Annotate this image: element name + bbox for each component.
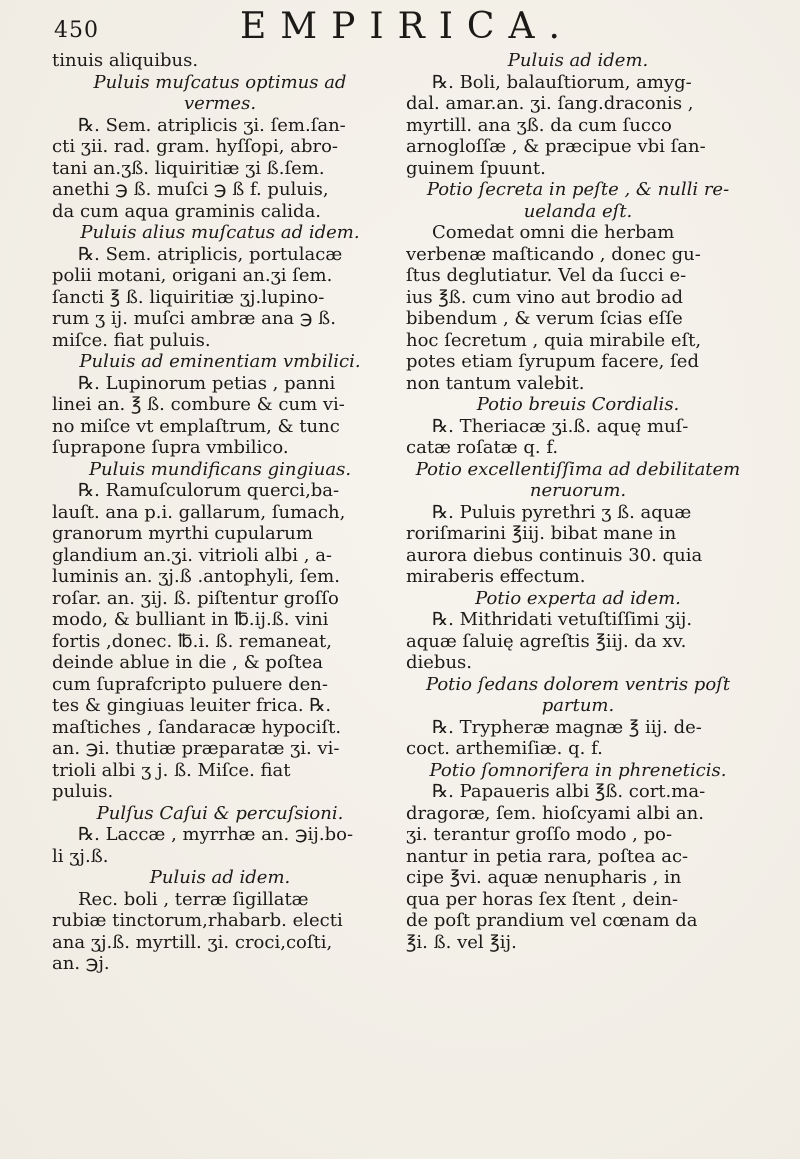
text-line: modo, & bulliant in ℔.ij.ß. vini bbox=[52, 609, 329, 630]
text-line: anethi ℈ ß. muſci ℈ ß f. puluis, bbox=[52, 179, 329, 200]
recipe-heading: Potio ſomnorifera in phreneticis. bbox=[429, 759, 727, 781]
text-line: ℞. Papaueris albi ℥ß. cort.ma- bbox=[432, 781, 706, 802]
text-line: li ʒj.ß. bbox=[52, 845, 109, 867]
text-line: ℞. Boli, balauſtiorum, amyg- bbox=[432, 71, 692, 93]
text-line: diebus. bbox=[406, 652, 473, 673]
recipe-heading: neruorum. bbox=[529, 480, 627, 501]
text-line: hoc ſecretum , quia mirabile eſt, bbox=[406, 329, 702, 351]
recipe-heading: vermes. bbox=[183, 93, 257, 114]
text-line: ℞. Mithridati vetuſtiſſimi ʒij. bbox=[432, 609, 693, 630]
text-line: miſce. fiat puluis. bbox=[52, 329, 211, 351]
text-line: ℞. Sem. atriplicis, portulacæ bbox=[78, 243, 343, 265]
text-line: puluis. bbox=[52, 781, 114, 802]
text-line: cipe ℥vi. aquæ nenupharis , in bbox=[406, 867, 682, 888]
text-line: trioli albi ʒ j. ß. Miſce. fiat bbox=[52, 759, 291, 781]
text-line: potes etiam ſyrupum facere, ſed bbox=[406, 351, 699, 372]
recipe-heading: uelanda eſt. bbox=[523, 200, 633, 222]
text-line: rubiæ tinctorum,rhabarb. electi bbox=[52, 910, 343, 931]
recipe-heading: Puluis ad idem. bbox=[507, 50, 649, 71]
text-line: Rec. boli , terræ ſigillatæ bbox=[78, 888, 309, 910]
text-line: polii motani, origani an.ʒi ſem. bbox=[52, 265, 333, 286]
recipe-heading: Potio ſecreta in peſte , & nulli re- bbox=[426, 179, 730, 200]
text-line: deinde ablue in die , & poſtea bbox=[52, 652, 323, 673]
text-line: ſtus deglutiatur. Vel da ſucci e- bbox=[406, 265, 687, 286]
text-line: myrtill. ana ʒß. da cum ſucco bbox=[406, 114, 672, 136]
text-line: catæ roſatæ q. f. bbox=[406, 437, 559, 458]
text-line: dal. amar.an. ʒi. ſang.draconis , bbox=[406, 93, 694, 114]
text-line: fortis ,donec. ℔.i. ß. remaneat, bbox=[52, 630, 333, 652]
text-line: cti ʒii. rad. gram. hyſſopi, abro- bbox=[52, 136, 339, 157]
recipe-heading: Potio excellentiſſima ad debilitatem bbox=[415, 458, 741, 480]
recipe-heading: Potio experta ad idem. bbox=[475, 587, 681, 609]
text-line: linei an. ℥ ß. combure & cum vi- bbox=[52, 394, 345, 415]
text-line: ℞. Trypheræ magnæ ℥ iij. de- bbox=[432, 716, 702, 738]
text-line: bibendum , & verum ſcias eſſe bbox=[406, 308, 683, 329]
text-line: nantur in petia rara, poſtea ac- bbox=[406, 845, 689, 867]
text-line: no miſce vt emplaſtrum, & tunc bbox=[52, 415, 340, 437]
text-line: non tantum valebit. bbox=[406, 372, 585, 394]
text-line: verbenæ maſticando , donec gu- bbox=[406, 243, 701, 265]
text-line: coct. arthemiſiæ. q. f. bbox=[406, 738, 603, 759]
recipe-heading: Puluis ad idem. bbox=[149, 867, 291, 888]
text-line: tes & gingiuas leuiter frica. ℞. bbox=[52, 695, 332, 716]
text-line: dragoræ, ſem. hioſcyami albi an. bbox=[406, 802, 704, 824]
text-line: ʒi. terantur groſſo modo , po- bbox=[406, 824, 673, 845]
text-line: ℞. Lupinorum petias , panni bbox=[78, 372, 336, 394]
text-line: rum ʒ ij. muſci ambræ ana ℈ ß. bbox=[52, 308, 336, 329]
text-line: an. ℈j. bbox=[52, 953, 110, 974]
text-line: luminis an. ʒj.ß .antophyli, ſem. bbox=[52, 566, 340, 587]
text-line: ſuprapone ſupra vmbilico. bbox=[52, 437, 289, 458]
recipe-heading: Puluis ad eminentiam vmbilici. bbox=[79, 351, 361, 372]
text-line: an. ℈i. thutiæ præparatæ ʒi. vi- bbox=[52, 738, 340, 759]
text-line: ſancti ℥ ß. liquiritiæ ʒj.lupino- bbox=[52, 286, 325, 308]
text-line: aquæ ſaluię agreſtis ℥iij. da xv. bbox=[406, 630, 687, 652]
text-line: de poſt prandium vel cœnam da bbox=[406, 910, 698, 931]
text-line: ius ℥ß. cum vino aut brodio ad bbox=[406, 286, 684, 308]
text-line: ℥i. ß. vel ℥ij. bbox=[406, 931, 517, 953]
left-column bbox=[52, 50, 388, 1150]
text-line: lauſt. ana p.i. gallarum, ſumach, bbox=[52, 501, 346, 523]
recipe-heading: Puluis mundificans gingiuas. bbox=[88, 458, 352, 480]
text-line: ℞. Theriacæ ʒi.ß. aquę muſ- bbox=[432, 415, 689, 437]
text-line: Comedat omni die herbam bbox=[432, 222, 675, 243]
recipe-heading: Pulſus Caſui & percuſsioni. bbox=[96, 802, 344, 824]
text-line: guinem ſpuunt. bbox=[406, 157, 546, 179]
running-title: EMPIRICA. bbox=[240, 6, 574, 47]
text-line: glandium an.ʒi. vitrioli albi , a- bbox=[52, 544, 333, 566]
recipe-heading: Potio breuis Cordialis. bbox=[476, 394, 680, 415]
text-line: miraberis effectum. bbox=[406, 566, 586, 587]
text-line: ℞. Ramuſculorum querci,ba- bbox=[78, 480, 340, 501]
text-line: roſar. an. ʒij. ß. piſtentur groſſo bbox=[52, 587, 339, 609]
page-number: 450 bbox=[54, 18, 99, 43]
text-line: ℞. Sem. atriplicis ʒi. ſem.ſan- bbox=[78, 114, 346, 136]
text-line: arnogloſſæ , & præcipue vbi ſan- bbox=[406, 136, 706, 157]
text-line: ana ʒj.ß. myrtill. ʒi. croci,coſti, bbox=[52, 931, 333, 953]
text-line: roriſmarini ℥iij. bibat mane in bbox=[406, 523, 677, 544]
text-line: aurora diebus continuis 30. quia bbox=[406, 544, 703, 566]
text-line: cum ſuprafcripto puluere den- bbox=[52, 673, 328, 695]
text-line: tinuis aliquibus. bbox=[52, 50, 199, 71]
running-head bbox=[0, 6, 800, 46]
text-line: ℞. Puluis pyrethri ʒ ß. aquæ bbox=[432, 501, 692, 523]
text-line: granorum myrthi cupularum bbox=[52, 523, 313, 544]
right-column bbox=[406, 50, 750, 1150]
text-line: tani an.ʒß. liquiritiæ ʒi ß.ſem. bbox=[52, 157, 325, 179]
text-line: ℞. Laccæ , myrrhæ an. ℈ij.bo- bbox=[78, 824, 354, 845]
text-line: qua per horas ſex ſtent , dein- bbox=[406, 888, 679, 910]
recipe-heading: Puluis muſcatus optimus ad bbox=[93, 71, 347, 93]
text-line: maſtiches , ſandaracæ hypociſt. bbox=[52, 716, 342, 738]
recipe-heading: Puluis alius muſcatus ad idem. bbox=[80, 222, 360, 243]
recipe-heading: Potio ſedans dolorem ventris poſt bbox=[425, 673, 731, 695]
text-line: da cum aqua graminis calida. bbox=[52, 200, 322, 222]
recipe-heading: partum. bbox=[541, 695, 615, 716]
